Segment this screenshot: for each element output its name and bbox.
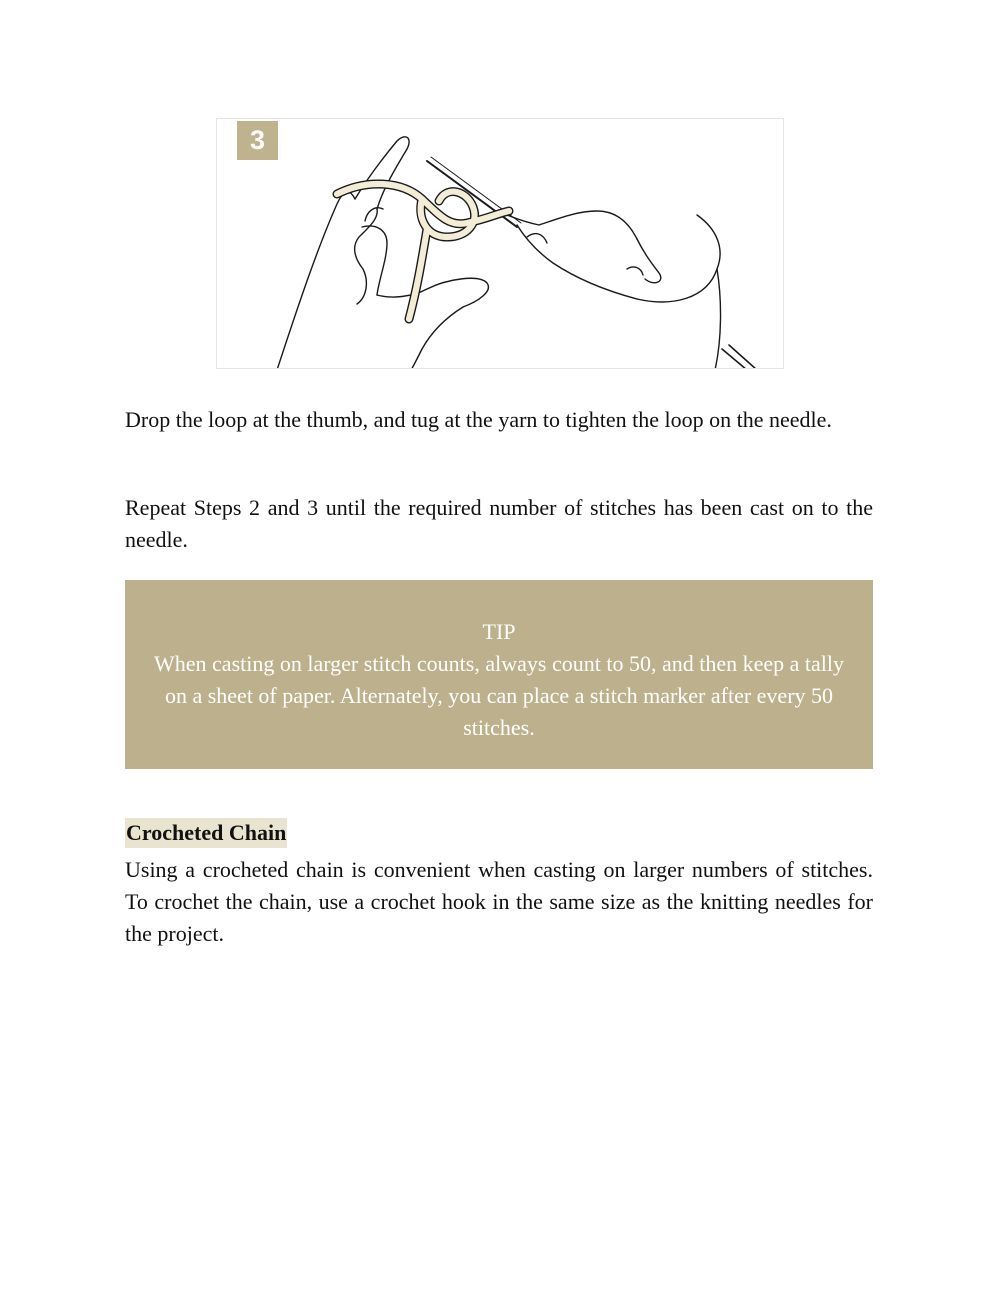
step-number-badge: 3 — [237, 121, 278, 160]
tip-callout — [125, 580, 873, 769]
drop-loop-paragraph: Drop the loop at the thumb, and tug at the yarn to tighten the loop on the needle. — [125, 407, 832, 432]
repeat-steps-paragraph: Repeat Steps 2 and 3 until the required number of stitches has been cast on to the needle. — [125, 495, 873, 552]
right-hand-outline — [507, 211, 637, 239]
crocheted-chain-paragraph: Using a crocheted chain is convenient when casting on larger numbers of stitches. To crochet the chain, use a crochet hook in the same size as the knitting needles for the project. — [125, 857, 873, 946]
section-heading-crocheted-chain: Crocheted Chain — [125, 818, 287, 848]
tip-title: TIP — [482, 619, 516, 644]
tip-body: When casting on larger stitch counts, always count to 50, and then keep a tally on a sheet of paper. Alternately, you can place a stitch marker after every 50 stitches. — [154, 651, 844, 740]
hands-yarn-illustration — [217, 119, 784, 369]
left-hand-outline — [277, 192, 355, 369]
step-3-illustration — [216, 118, 784, 369]
